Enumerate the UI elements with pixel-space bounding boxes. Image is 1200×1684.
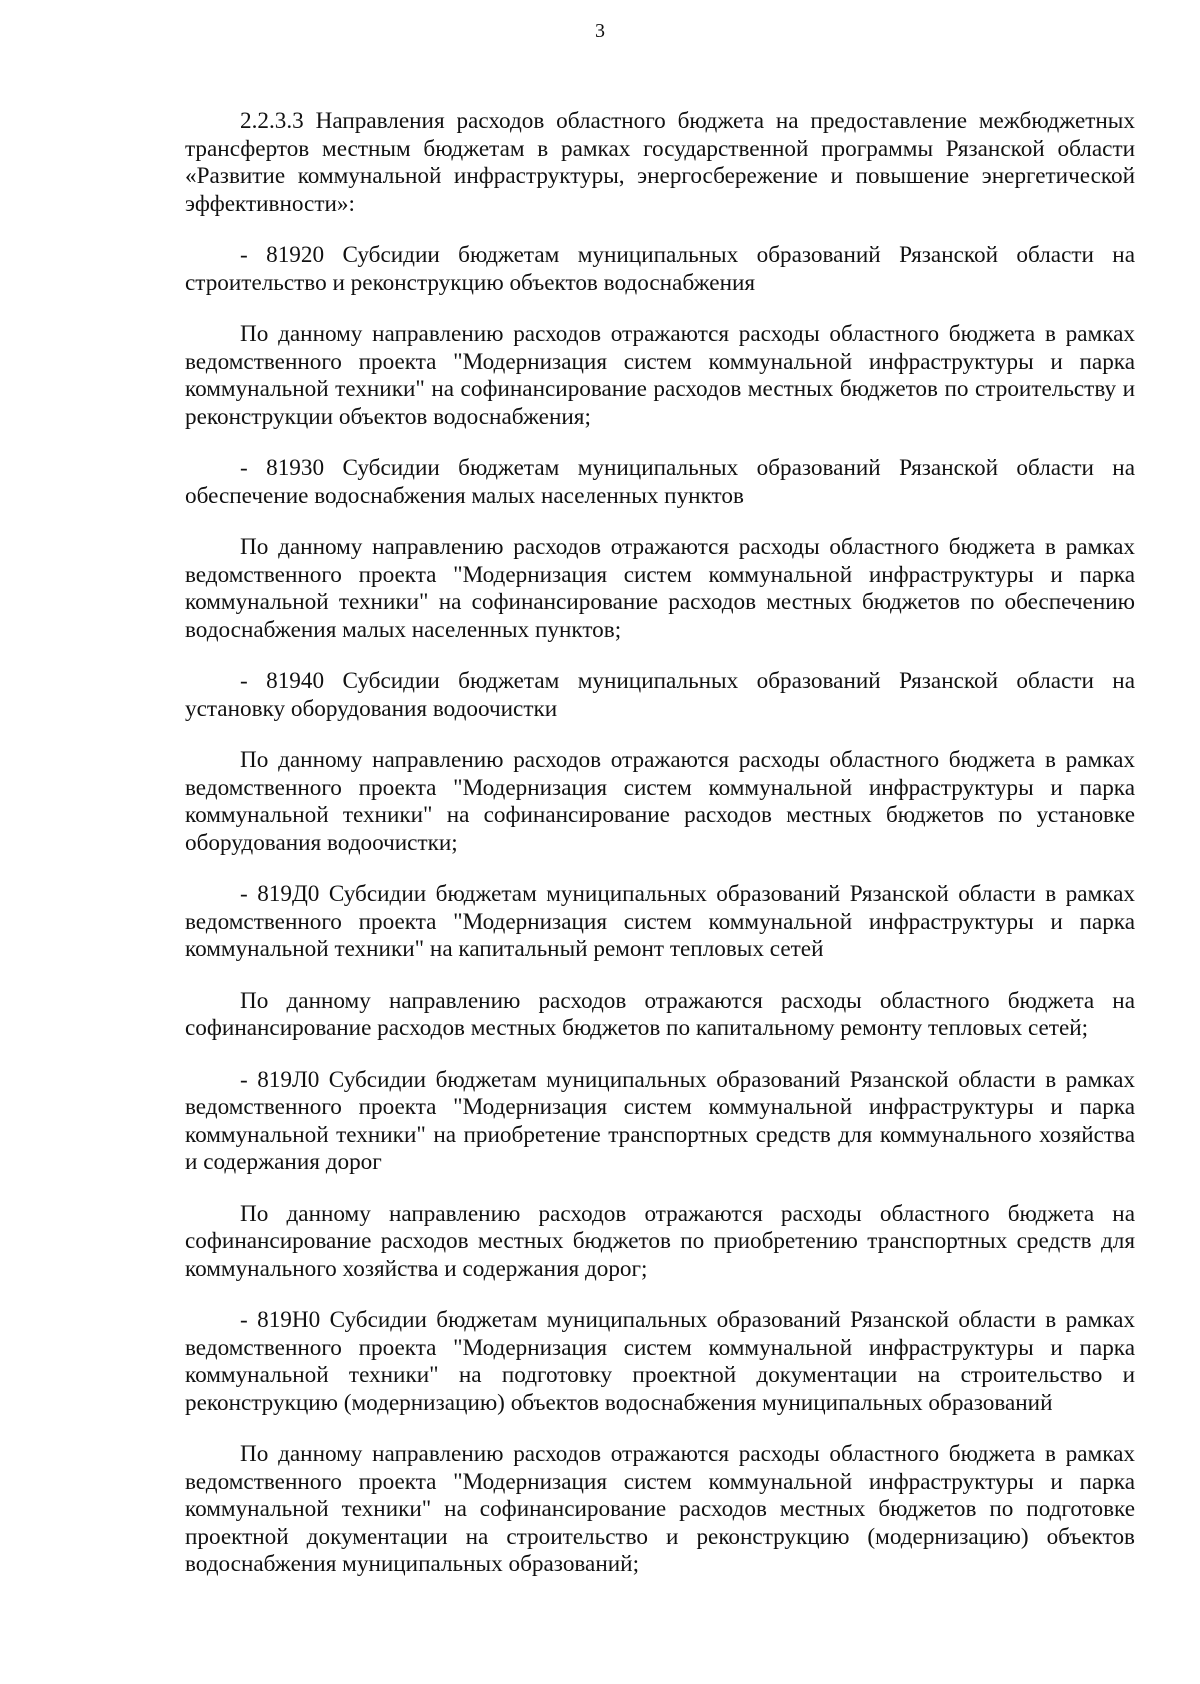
budget-item-81930: - 81930 Субсидии бюджетам муниципальных образований Рязанской области на обеспечение водоснабжения малых населенных пунктов [185, 455, 1135, 509]
section-intro: 2.2.3.3 Направления расходов областного бюджета на предоставление межбюджетных трансфертов местным бюджетам в рамках государственной программы Рязанской области «Развитие коммунальной инфраструктуры, энергосбережение и повышение энергетической эффективности»: [185, 108, 1135, 217]
item-description-819N0: По данному направлению расходов отражаются расходы областного бюджета в рамках ведомственного проекта "Модернизация систем коммунальной инфраструктуры и парка коммунальной техники" на софинансирование расходов местных бюджетов по подготовке проектной документации на строительство и реконструкцию (модернизацию) объектов водоснабжения муниципальных образований; [185, 1441, 1135, 1577]
budget-item-819D0: - 819Д0 Субсидии бюджетам муниципальных образований Рязанской области в рамках ведомственного проекта "Модернизация систем коммунальной инфраструктуры и парка коммунальной техники" на капитальный ремонт тепловых сетей [185, 881, 1135, 962]
item-description-819L0: По данному направлению расходов отражаются расходы областного бюджета на софинансирование расходов местных бюджетов по приобретению транспортных средств для коммунального хозяйства и содержания дорог; [185, 1200, 1135, 1282]
item-description-81940: По данному направлению расходов отражаются расходы областного бюджета в рамках ведомственного проекта "Модернизация систем коммунальной инфраструктуры и парка коммунальной техники" на софинансирование расходов местных бюджетов по установке оборудования водоочистки; [185, 747, 1135, 856]
budget-item-81920: - 81920 Субсидии бюджетам муниципальных образований Рязанской области на строительство и реконструкцию объектов водоснабжения [185, 242, 1135, 296]
item-description-81930: По данному направлению расходов отражаются расходы областного бюджета в рамках ведомственного проекта "Модернизация систем коммунальной инфраструктуры и парка коммунальной техники" на софинансирование расходов местных бюджетов по обеспечению водоснабжения малых населенных пунктов; [185, 534, 1135, 643]
page-number: 3 [595, 20, 605, 42]
budget-item-819N0: - 819Н0 Субсидии бюджетам муниципальных образований Рязанской области в рамках ведомственного проекта "Модернизация систем коммунальной инфраструктуры и парка коммунальной техники" на подготовку проектной документации на строительство и реконструкцию (модернизацию) объектов водоснабжения муниципальных образований [185, 1307, 1135, 1416]
item-description-81920: По данному направлению расходов отражаются расходы областного бюджета в рамках ведомственного проекта "Модернизация систем коммунальной инфраструктуры и парка коммунальной техники" на софинансирование расходов местных бюджетов по строительству и реконструкции объектов водоснабжения; [185, 321, 1135, 430]
budget-item-81940: - 81940 Субсидии бюджетам муниципальных образований Рязанской области на установку оборудования водоочистки [185, 668, 1135, 722]
budget-item-819L0: - 819Л0 Субсидии бюджетам муниципальных образований Рязанской области в рамках ведомственного проекта "Модернизация систем коммунальной инфраструктуры и парка коммунальной техники" на приобретение транспортных средств для коммунального хозяйства и содержания дорог [185, 1066, 1135, 1175]
item-description-819D0: По данному направлению расходов отражаются расходы областного бюджета на софинансирование расходов местных бюджетов по капитальному ремонту тепловых сетей; [185, 987, 1135, 1041]
document-body [185, 108, 1135, 1603]
